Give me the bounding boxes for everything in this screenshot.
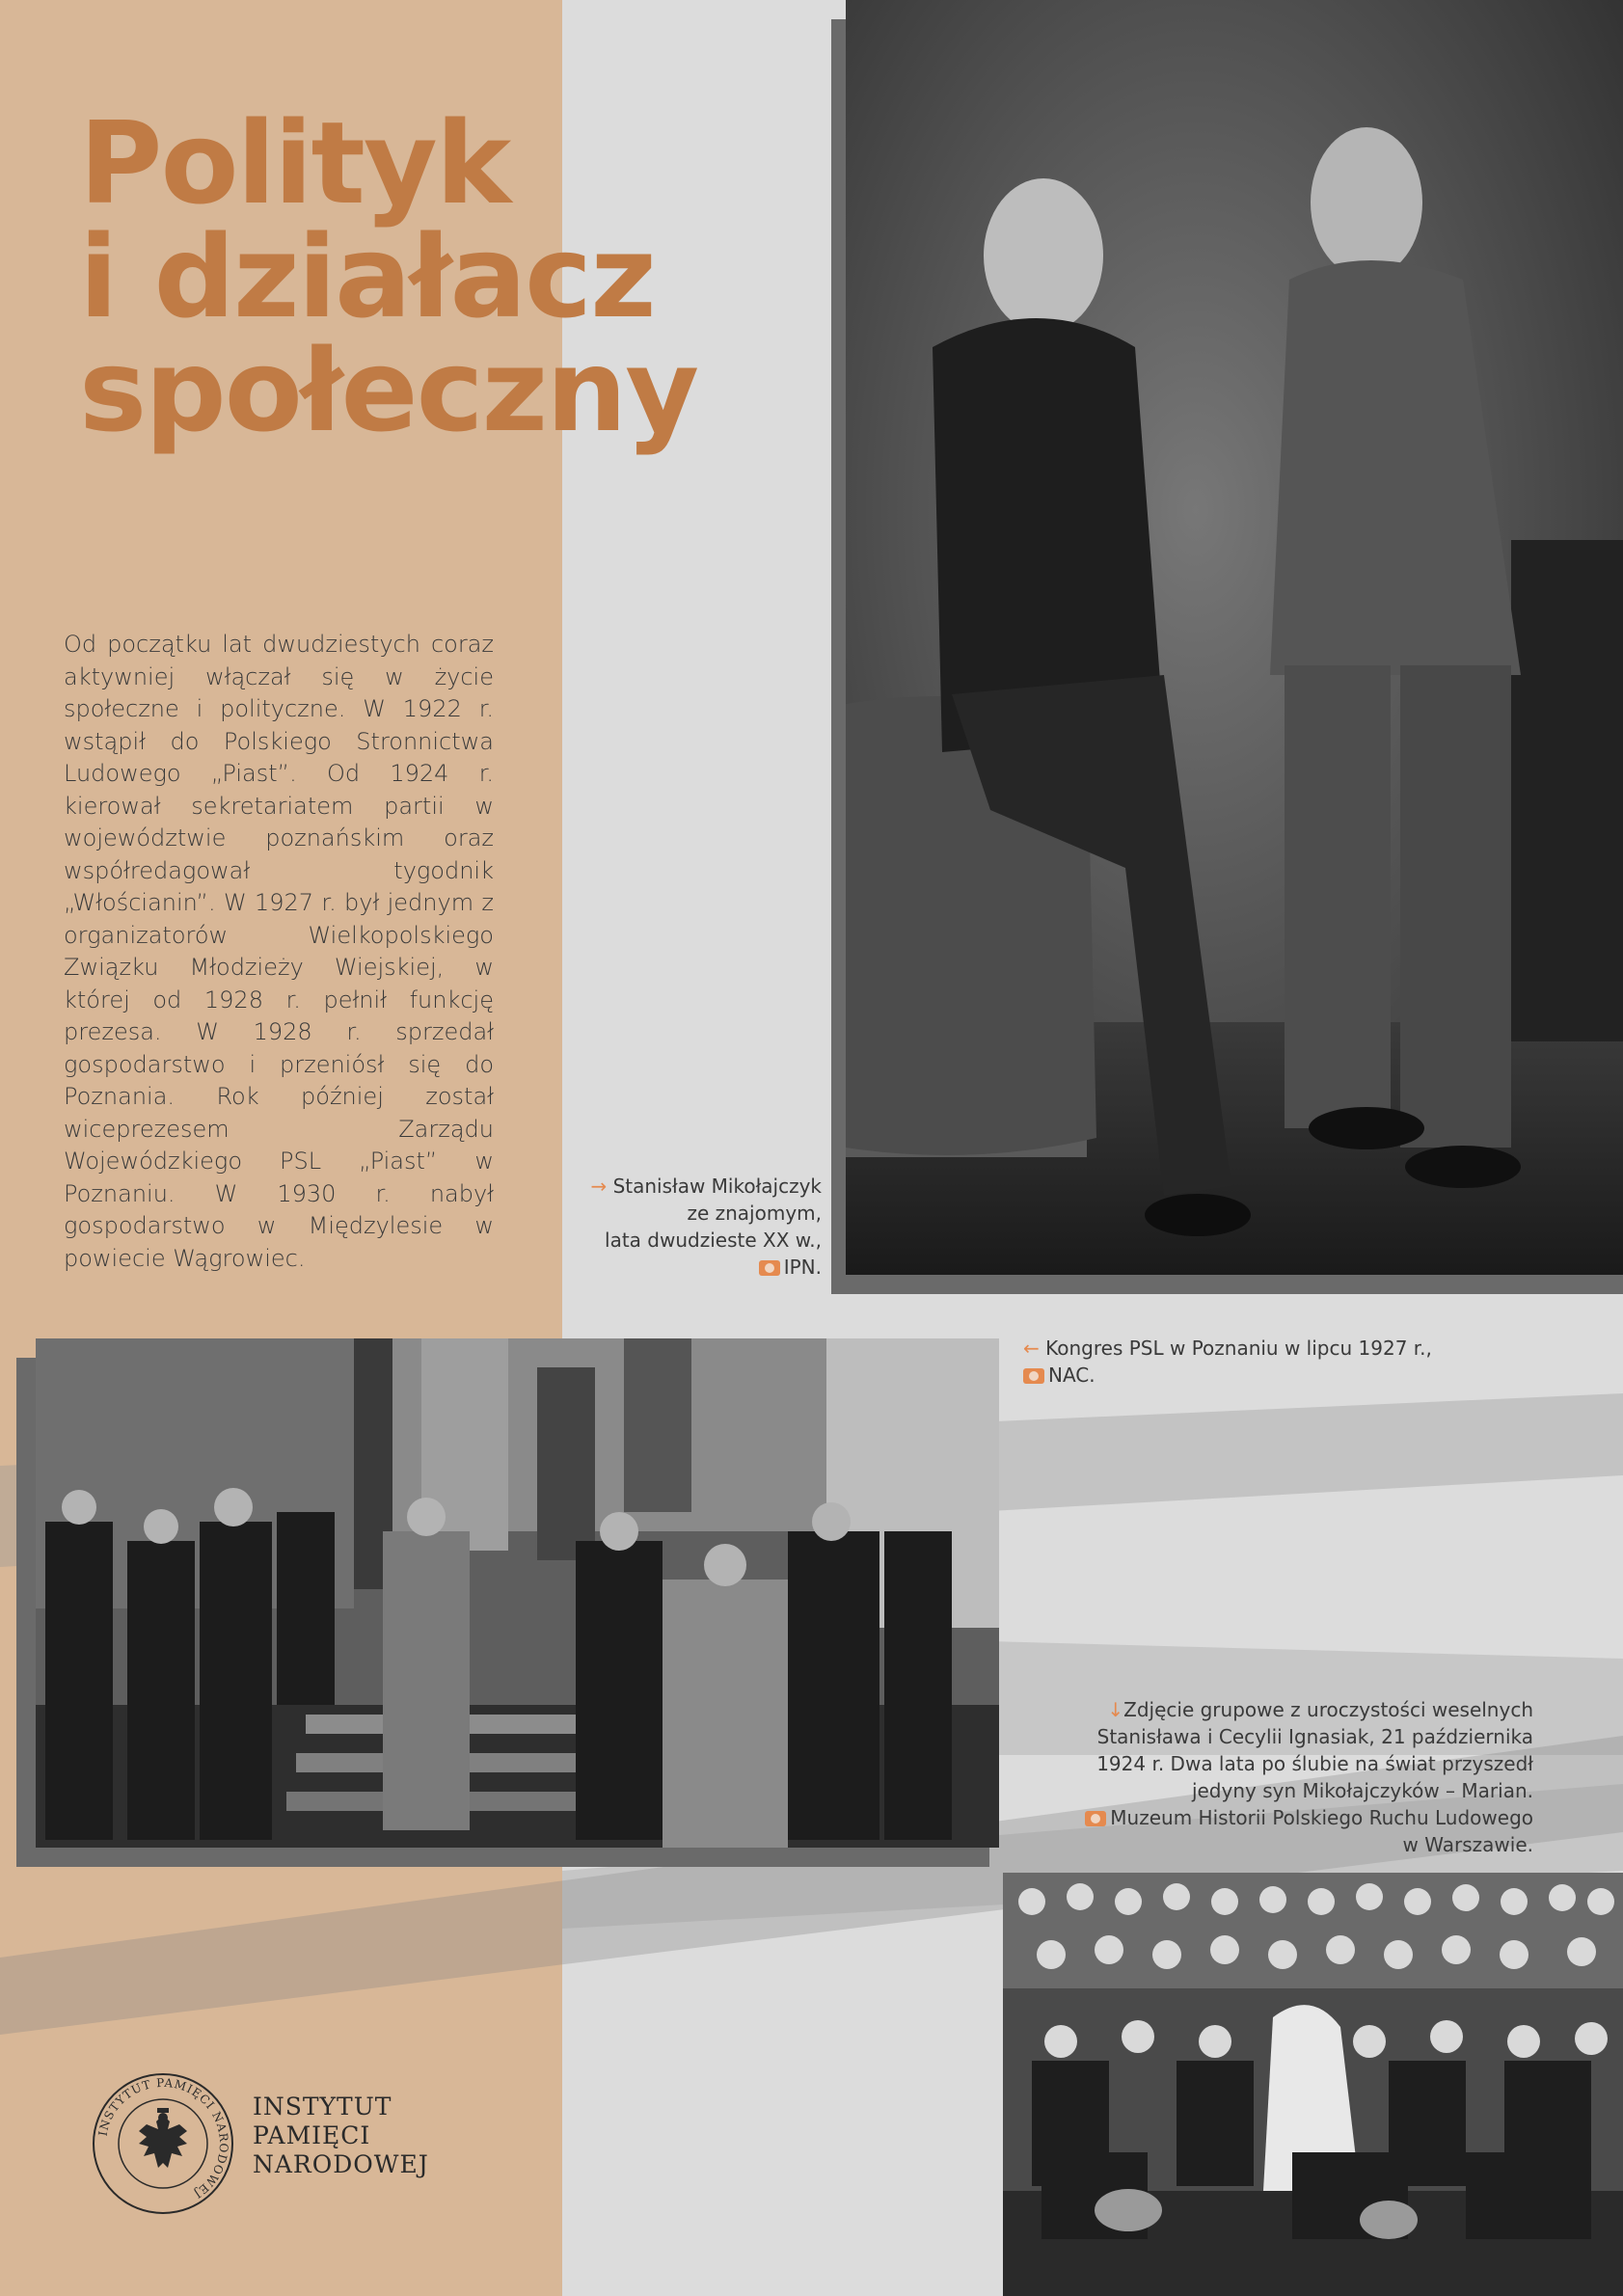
portrait-photo-image bbox=[846, 0, 1623, 1275]
eagle-seal-icon bbox=[91, 2071, 235, 2216]
camera-icon bbox=[759, 1260, 780, 1276]
seal-text: INSTYTUT PAMIĘCI NARODOWEJ bbox=[95, 2075, 231, 2201]
wedding-caption bbox=[926, 1696, 1533, 1858]
title-line-1: Polityk bbox=[79, 96, 510, 230]
portrait-caption-line-2: ze znajomym, bbox=[687, 1202, 822, 1225]
wordmark-line-3: NARODOWEJ bbox=[253, 2150, 429, 2178]
title-line-2: i działacz bbox=[79, 210, 655, 343]
congress-photo bbox=[36, 1338, 999, 1848]
portrait-photo bbox=[846, 0, 1623, 1275]
portrait-caption-source bbox=[559, 1254, 822, 1281]
wedding-caption-line-1 bbox=[926, 1696, 1533, 1723]
wedding-caption-line-4: jedyny syn Mikołajczyków – Marian. bbox=[1191, 1779, 1533, 1802]
page-title bbox=[79, 96, 698, 457]
wedding-caption-line-3: 1924 r. Dwa lata po ślubie na świat przyszedł bbox=[1096, 1752, 1533, 1775]
arrow-down-icon: ↓ bbox=[1107, 1698, 1124, 1721]
body-paragraph: Od początku lat dwudziestych coraz aktywniej włączał się w życie społeczne i polityczne. W 1922 r. wstąpił do Polskiego Stronnictwa Ludowego „Piast”. Od 1924 r. kierował sekretariatem partii w województwie poznańskim oraz współredagował tygodnik „Włościanin”. W 1927 r. był jednym z organizatorów Wielkopolskiego Związku Młodzieży Wiejskiej, w której od 1928 r. pełnił funkcję prezesa. W 1928 r. sprzedał gospodarstwo i przeniósł się do Poznania. Rok później został wiceprezesem Zarządu Wojewódzkiego PSL „Piast” w Poznaniu. W 1930 r. nabył gospodarstwo w Międzylesie w powiecie Wągrowiec. bbox=[64, 631, 494, 1272]
portrait-caption-source-text: IPN. bbox=[783, 1256, 822, 1279]
congress-caption-source bbox=[1023, 1362, 1563, 1389]
arrow-left-icon: ← bbox=[1023, 1337, 1040, 1360]
title-line-3: społeczny bbox=[79, 324, 698, 457]
congress-caption-line-1 bbox=[1023, 1335, 1563, 1362]
wedding-photo bbox=[1003, 1873, 1623, 2296]
ipn-wordmark bbox=[253, 2093, 429, 2179]
congress-caption-text: Kongres PSL w Poznaniu w lipcu 1927 r., bbox=[1045, 1337, 1432, 1360]
portrait-caption bbox=[559, 1173, 822, 1281]
congress-photo-image bbox=[36, 1338, 999, 1848]
wordmark-line-1: INSTYTUT bbox=[253, 2093, 392, 2120]
wedding-photo-image bbox=[1003, 1873, 1623, 2296]
portrait-caption-line-1 bbox=[559, 1173, 822, 1200]
ipn-seal-logo bbox=[91, 2071, 235, 2216]
camera-icon bbox=[1085, 1811, 1106, 1826]
portrait-caption-text-1: Stanisław Mikołajczyk bbox=[612, 1175, 822, 1198]
congress-caption-source-text: NAC. bbox=[1048, 1364, 1096, 1387]
wedding-caption-line-2: Stanisława i Cecylii Ignasiak, 21 października bbox=[1096, 1725, 1533, 1748]
arrow-right-icon: → bbox=[590, 1175, 608, 1198]
congress-caption bbox=[1023, 1335, 1563, 1389]
portrait-caption-line-3: lata dwudzieste XX w., bbox=[605, 1229, 822, 1252]
wedding-caption-source-2: w Warszawie. bbox=[1402, 1833, 1533, 1856]
wedding-caption-source-text: Muzeum Historii Polskiego Ruchu Ludowego bbox=[1110, 1806, 1533, 1829]
wedding-caption-text-1: Zdjęcie grupowe z uroczystości weselnych bbox=[1123, 1698, 1533, 1721]
wedding-caption-source bbox=[926, 1804, 1533, 1831]
wordmark-line-2: PAMIĘCI bbox=[253, 2121, 371, 2149]
camera-icon bbox=[1023, 1368, 1044, 1384]
